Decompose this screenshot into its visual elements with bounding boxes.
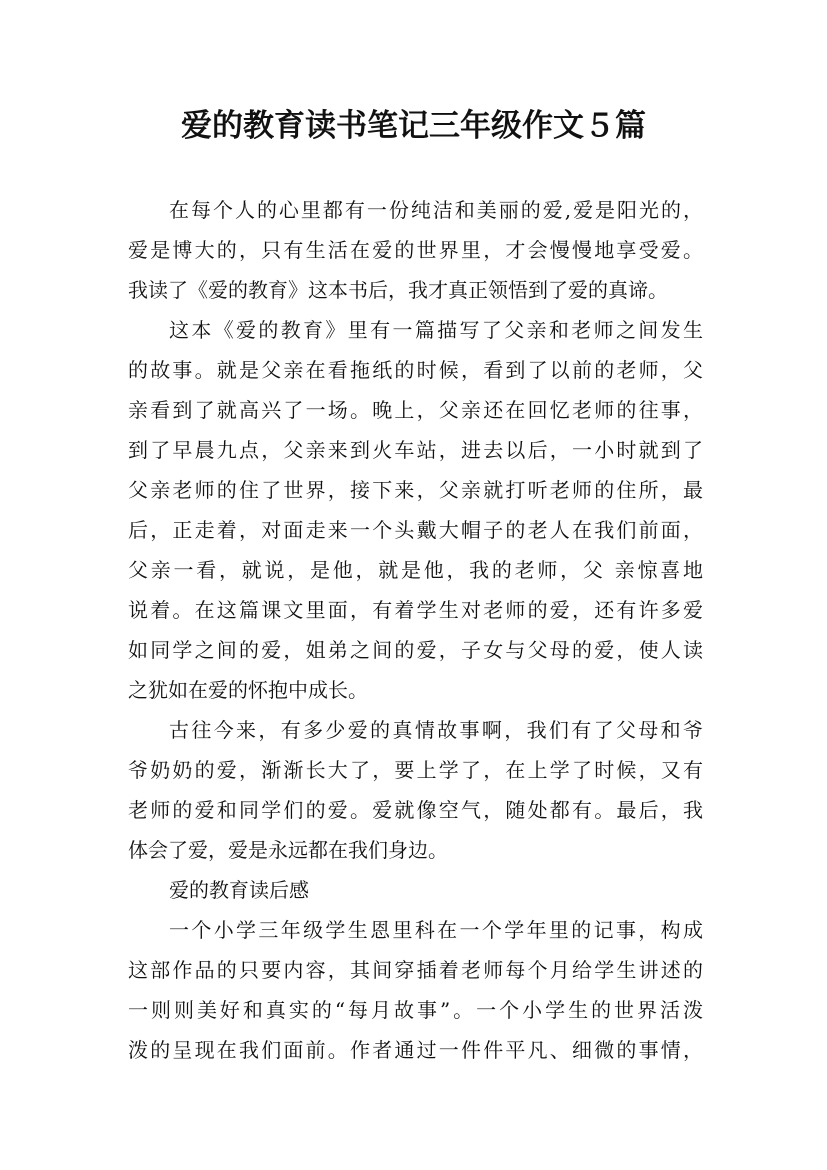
paragraph-line: 到了早晨九点，父亲来到火车站，进去以后，一小时就到了 — [128, 438, 703, 462]
paragraph-line: 爱是博大的，只有生活在爱的世界里，才会慢慢地享受爱。 — [128, 238, 703, 262]
paragraph-line: 如同学之间的爱，姐弟之间的爱，子女与父母的爱，使人读 — [128, 638, 703, 662]
page-title: 爱的教育读书笔记三年级作文５篇 — [181, 108, 646, 144]
paragraph-line: 说着。在这篇课文里面，有着学生对老师的爱，还有许多爱 — [128, 598, 703, 622]
paragraph-line: 的故事。就是父亲在看拖纸的时候，看到了以前的老师，父 — [128, 358, 703, 382]
paragraph-line: 老师的爱和同学们的爱。爱就像空气，随处都有。最后，我 — [128, 798, 703, 822]
paragraph-line: 爷奶奶的爱，渐渐长大了，要上学了，在上学了时候，又有 — [128, 758, 703, 782]
paragraph-line: 父亲老师的住了世界，接下来，父亲就打听老师的住所，最 — [128, 478, 703, 502]
paragraph-line: 这部作品的只要内容，其间穿插着老师每个月给学生讲述的 — [128, 958, 703, 982]
paragraph-line: 之犹如在爱的怀抱中成长。 — [128, 678, 368, 702]
paragraph-line: 这本《爱的教育》里有一篇描写了父亲和老师之间发生 — [169, 318, 703, 342]
paragraph-line: 在每个人的心里都有一份纯洁和美丽的爱,爱是阳光的， — [169, 198, 703, 222]
paragraph-line: 一个小学三年级学生恩里科在一个学年里的记事，构成 — [169, 918, 703, 942]
section-heading: 爱的教育读后感 — [169, 878, 309, 902]
paragraph-line: 亲看到了就高兴了一场。晚上，父亲还在回忆老师的往事， — [128, 398, 703, 422]
paragraph-line: 一则则美好和真实的“每月故事”。一个小学生的世界活泼 — [128, 998, 703, 1022]
paragraph-line: 后，正走着，对面走来一个头戴大帽子的老人在我们前面， — [128, 518, 703, 542]
paragraph-line: 我读了《爱的教育》这本书后，我才真正领悟到了爱的真谛。 — [128, 278, 668, 302]
paragraph-line: 父亲一看，就说，是他，就是他，我的老师，父 亲惊喜地 — [128, 558, 703, 582]
paragraph-line: 古往今来，有多少爱的真情故事啊，我们有了父母和爷 — [169, 718, 703, 742]
paragraph-line: 泼的呈现在我们面前。作者通过一件件平凡、细微的事情， — [128, 1038, 703, 1062]
paragraph-line: 体会了爱，爱是永远都在我们身边。 — [128, 838, 448, 862]
